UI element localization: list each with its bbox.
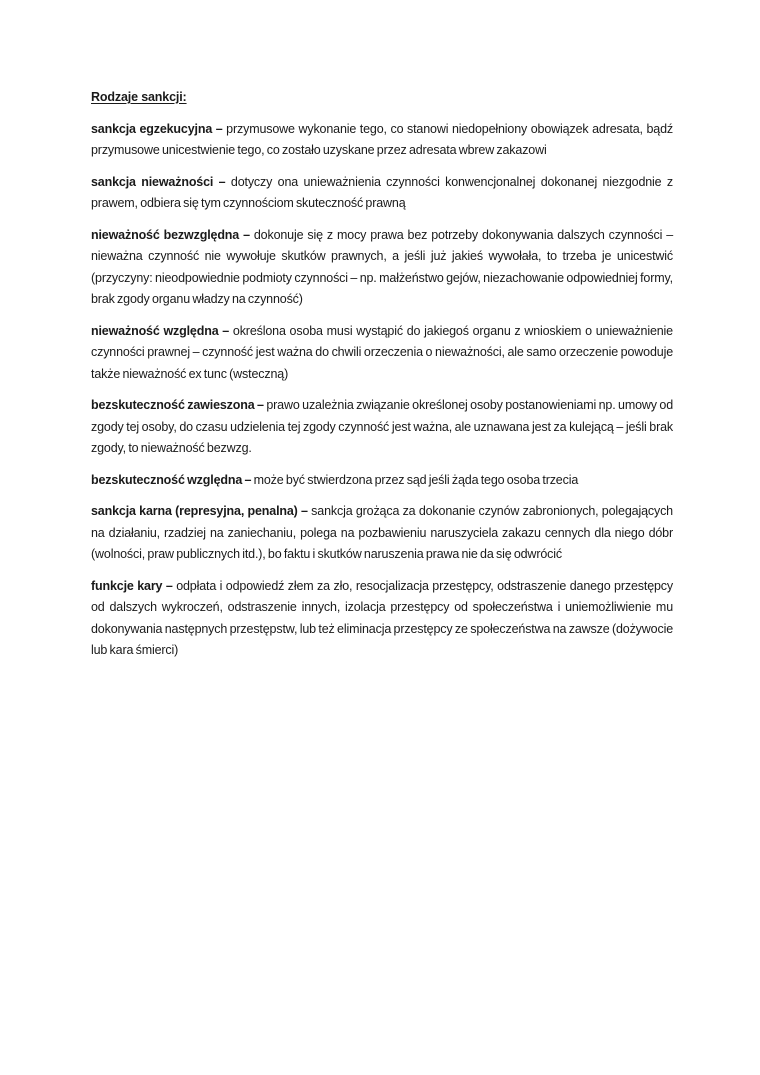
definition-paragraph-sankcja-egzekucyjna: [91, 119, 673, 162]
document-heading: Rodzaje sankcji:: [91, 90, 187, 104]
definition-body: sankcja grożąca za dokonanie czynów zabronionych, polegających na działaniu, rzadziej na zaniechaniu, polega na pozbawieniu naruszyciela zakazu cennych dla niego dóbr (wolności, praw publicznych itd.), bo faktu i skutków naruszenia prawa nie da się odwrócić: [91, 504, 673, 561]
definition-term: bezskuteczność względna –: [91, 472, 252, 487]
definition-body: odpłata i odpowiedź złem za zło, resocjalizacja przestępcy, odstraszenie danego przestępcy od dalszych wykroczeń, odstraszenie innych, izolacja przestępcy od społeczeństwa i uniemożliwienie mu dokonywania następnych przestępstw, lub też eliminacja przestępcy ze społeczeństwa na zawsze (dożywocie lub kara śmierci): [91, 578, 673, 657]
definition-body: może być stwierdzona przez sąd jeśli żąda tego osoba trzecia: [251, 472, 579, 487]
definition-term: sankcja egzekucyjna –: [91, 121, 223, 136]
definition-paragraph-sankcja-niewaznosci: [91, 172, 673, 215]
definition-term: sankcja karna (represyjna, penalna) –: [91, 504, 308, 518]
definition-term: funkcje kary –: [91, 578, 173, 593]
definition-body: przymusowe wykonanie tego, co stanowi niedopełniony obowiązek adresata, bądź przymusowe unicestwienie tego, co zostało uzyskane przez adresata wbrew zakazowi: [91, 121, 673, 157]
definition-paragraph-niewaznosc-wzgledna: [91, 321, 673, 386]
definition-body: dotyczy ona unieważnienia czynności konwencjonalnej dokonanej niezgodnie z prawem, odbiera się tym czynnościom skuteczność prawną: [91, 174, 673, 210]
definition-term: sankcja nieważności –: [91, 174, 226, 189]
definition-paragraph-funkcje-kary: [91, 576, 673, 662]
definition-paragraph-sankcja-karna: [91, 501, 673, 566]
definition-term: nieważność względna –: [91, 323, 230, 338]
definition-term: nieważność bezwzględna –: [91, 227, 250, 242]
definition-body: prawo uzależnia związanie określonej osoby postanowieniami np. umowy od zgody tej osoby, do czasu udzielenia tej zgody czynność jest ważna, ale uznawana jest za kulejącą – jeśli brak zgody, to nieważność bezwzg.: [91, 398, 673, 455]
definition-term: bezskuteczność zawieszona –: [91, 398, 264, 412]
definition-paragraph-niewaznosc-bezwzgledna: [91, 225, 673, 311]
definition-paragraph-bezskutecznosc-zawieszona: [91, 395, 673, 460]
definition-body: dokonuje się z mocy prawa bez potrzeby dokonywania dalszych czynności – nieważna czynność nie wywołuje skutków prawnych, a jeśli już jakieś wywołała, to trzeba je unicestwić (przyczyny: nieodpowiednie podmioty czynności – np. małżeństwo gejów, niezachowanie odpowiedniej formy, brak zgody organu władzy na czynność): [91, 227, 674, 306]
definition-body: określona osoba musi wystąpić do jakiegoś organu z wnioskiem o unieważnienie czynności prawnej – czynność jest ważna do chwili orzeczenia o nieważności, ale samo orzeczenie powoduje także nieważność ex tunc (wsteczną): [91, 323, 673, 381]
definition-paragraph-bezskutecznosc-wzgledna: [91, 470, 673, 492]
